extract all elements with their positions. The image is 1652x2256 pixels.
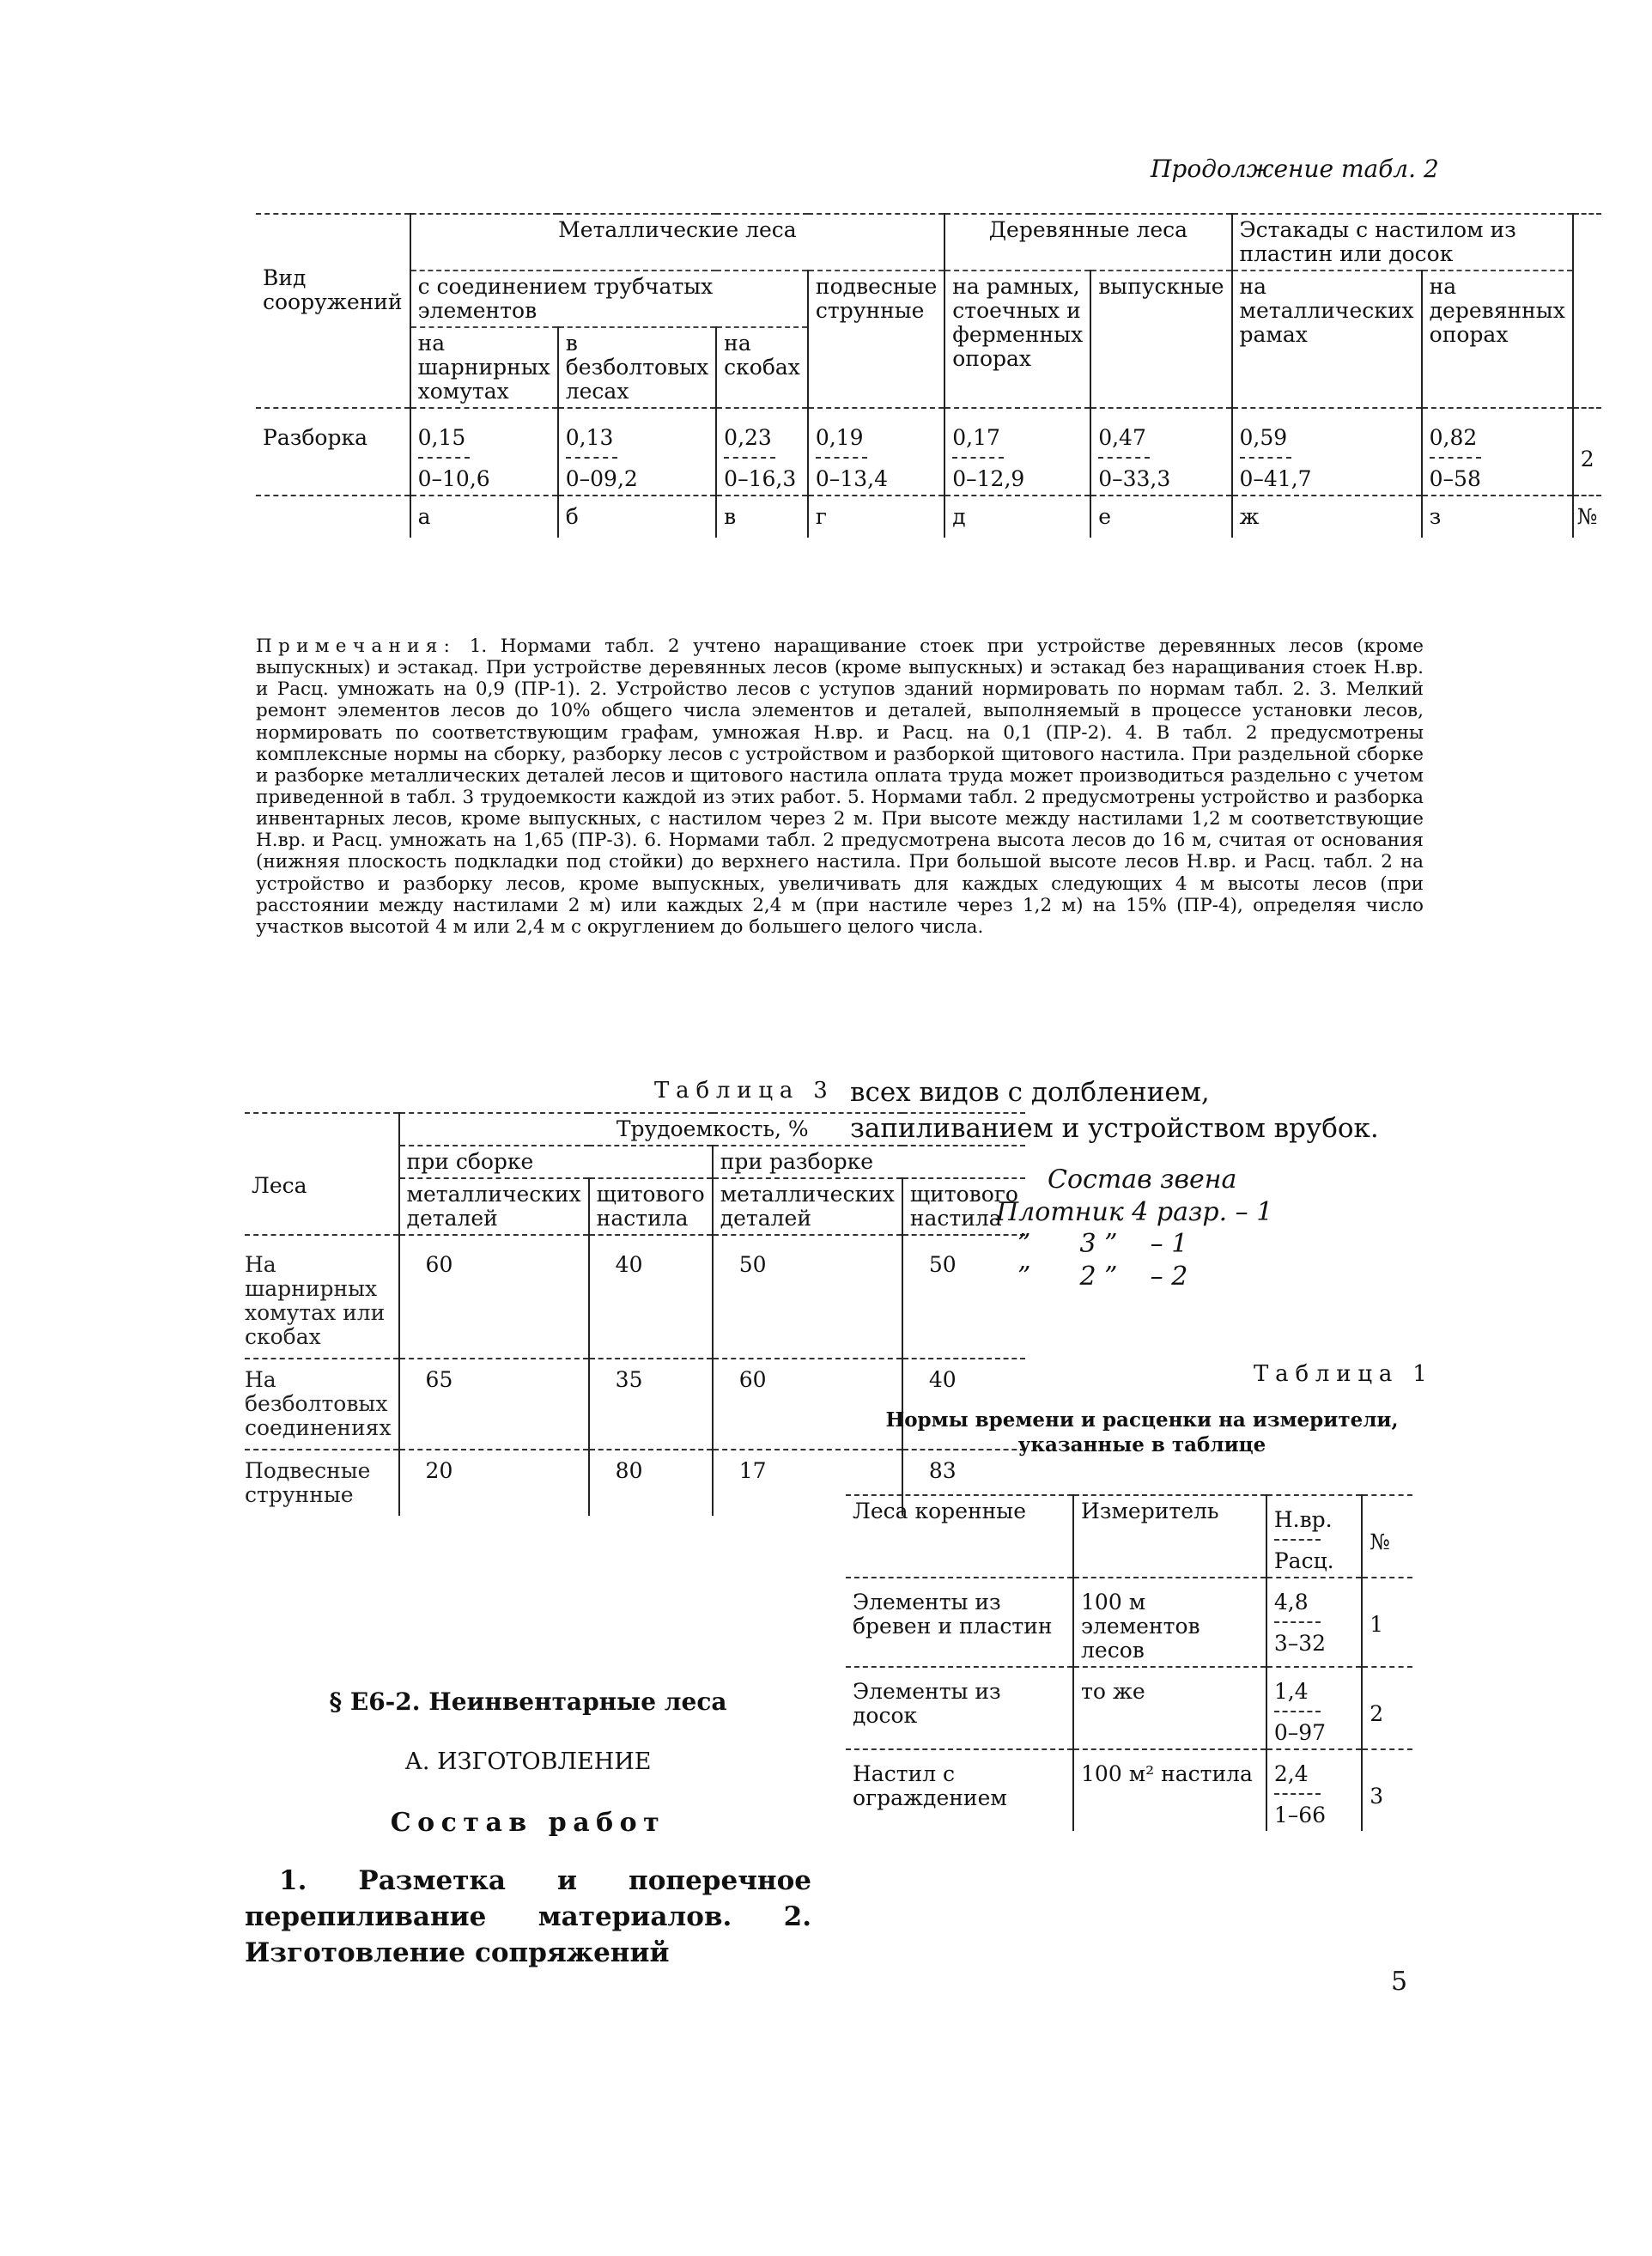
num-sign: №	[1573, 496, 1601, 538]
rate-z: 0–58	[1429, 466, 1481, 491]
right-column-text: всех видов с долблением, запиливанием и устройством врубок.	[850, 1077, 1379, 1144]
t3-cell: 20	[399, 1450, 589, 1516]
sub-metal-frames-header: на металлических рамах	[1232, 271, 1422, 408]
metal-parts-header-2: металлических деталей	[713, 1178, 902, 1235]
cell-a	[410, 408, 558, 496]
col-lesa-header: Леса коренные	[846, 1495, 1073, 1578]
t1-row-label: Настил с ограждением	[846, 1749, 1073, 1831]
section-title: § Е6-2. Неинвентарные леса	[329, 1687, 727, 1716]
t3-row-label: На безболтовых соединениях	[245, 1359, 399, 1450]
letter-e: е	[1090, 496, 1231, 538]
cell-e	[1090, 408, 1231, 496]
notes-block	[256, 635, 1424, 938]
t1-measure: то же	[1073, 1667, 1266, 1749]
t1-rate: 3–32	[1273, 1631, 1327, 1656]
t3-cell: 50	[713, 1235, 902, 1359]
sub-frame-header: на рамных, стоечных и ферменных опорах	[944, 271, 1090, 408]
sub-boltless-header: в безболтовых лесах	[558, 327, 716, 408]
deck-header-2: щитового настила	[902, 1178, 1025, 1235]
cell-g	[808, 408, 944, 496]
sub-hanging-header: подвесные струнные	[808, 271, 944, 408]
t1-rate: 0–97	[1273, 1720, 1327, 1745]
page-number: 5	[1391, 1967, 1408, 1997]
labor-group-header: Трудоемкость, %	[399, 1113, 1025, 1146]
work-heading: Состав работ	[390, 1808, 666, 1838]
t1-rate: 1–66	[1273, 1803, 1327, 1827]
table-1	[846, 1494, 1412, 1831]
letter-g: г	[808, 496, 944, 538]
sub-outlet-header: выпускные	[1090, 271, 1231, 408]
t3-cell: 80	[589, 1450, 713, 1516]
rate-b: 0–09,2	[565, 466, 638, 491]
t3-row-label: На шарнирных хомутах или скобах	[245, 1235, 399, 1359]
letter-zh: ж	[1232, 496, 1422, 538]
t3-cell: 65	[399, 1359, 589, 1450]
sub-hinge-header: на шарнирных хомутах	[410, 327, 558, 408]
letter-z: з	[1422, 496, 1573, 538]
hvr-e: 0,47	[1098, 425, 1146, 450]
subsection-title: А. ИЗГОТОВЛЕНИЕ	[404, 1748, 652, 1775]
col-lesa-header: Леса	[245, 1113, 399, 1235]
col-measure-header: Измеритель	[1073, 1495, 1266, 1578]
t3-cell: 40	[589, 1235, 713, 1359]
letter-a: а	[410, 496, 558, 538]
t1-row-label: Элементы из досок	[846, 1667, 1073, 1749]
rate-d: 0–12,9	[952, 466, 1025, 491]
hvr-d: 0,17	[952, 425, 1000, 450]
work-text: 1. Разметка и поперечное перепиливание материалов. 2. Изготовление сопряжений	[245, 1865, 811, 1968]
t3-cell: 40	[902, 1359, 1025, 1450]
rate-v: 0–16,3	[724, 466, 797, 491]
t3-cell: 35	[589, 1359, 713, 1450]
row-number: 2	[1573, 408, 1601, 496]
cell-d	[944, 408, 1090, 496]
staff-line: ” 2 ” – 2	[1017, 1261, 1188, 1292]
table1-title: Нормы времени и расценки на измерители, указанные в таблице	[885, 1408, 1399, 1456]
hvr-g: 0,19	[815, 425, 864, 450]
hvr-a: 0,15	[417, 425, 466, 450]
t1-measure: 100 м² настила	[1073, 1749, 1266, 1831]
metal-parts-header-1: металлических деталей	[399, 1178, 589, 1235]
staff-composition	[996, 1164, 1272, 1292]
rate-zh: 0–41,7	[1239, 466, 1312, 491]
t1-num: 3	[1362, 1749, 1412, 1831]
row-label-razborka: Разборка	[256, 408, 410, 496]
t1-measure: 100 м элементов лесов	[1073, 1578, 1266, 1667]
table1-caption: Таблица 1	[1254, 1361, 1434, 1387]
cell-v	[716, 408, 808, 496]
t1-num: 2	[1362, 1667, 1412, 1749]
t1-num: 1	[1362, 1578, 1412, 1667]
group-estakady-header: Эстакады с настилом из пластин или досок	[1232, 214, 1573, 271]
table-2	[256, 213, 1601, 538]
hvr-z: 0,82	[1429, 425, 1478, 450]
cell-z	[1422, 408, 1573, 496]
hvr-v: 0,23	[724, 425, 772, 450]
continuation-label: Продолжение табл. 2	[1151, 155, 1439, 183]
rate-e: 0–33,3	[1098, 466, 1171, 491]
sub-staples-header: на скобах	[716, 327, 808, 408]
staff-line: ” 3 ” – 1	[1017, 1229, 1188, 1259]
t1-hvr: 4,8	[1273, 1590, 1309, 1614]
cell-b	[558, 408, 716, 496]
group-wood-header: Деревянные леса	[944, 214, 1231, 271]
t3-cell: 17	[713, 1450, 902, 1516]
notes-heading: Примечания:	[256, 635, 457, 657]
hvr-zh: 0,59	[1239, 425, 1288, 450]
col-num-header: №	[1362, 1495, 1412, 1578]
t1-hvr: 1,4	[1273, 1679, 1309, 1704]
col-rate-header: Расц.	[1273, 1548, 1334, 1573]
letter-b: б	[558, 496, 716, 538]
col-vid-header: Вид сооружений	[256, 214, 410, 408]
rate-a: 0–10,6	[417, 466, 490, 491]
t3-cell: 83	[902, 1450, 1025, 1516]
table3-caption: Таблица 3	[654, 1078, 835, 1104]
sub-wood-supports-header: на деревянных опорах	[1422, 271, 1573, 408]
t1-hvr: 2,4	[1273, 1761, 1309, 1786]
cell-zh	[1232, 408, 1422, 496]
t3-row-label: Подвесные струнные	[245, 1450, 399, 1516]
disassembly-header: при разборке	[713, 1146, 1025, 1178]
hvr-b: 0,13	[565, 425, 614, 450]
t3-cell: 60	[399, 1235, 589, 1359]
letter-v: в	[716, 496, 808, 538]
assembly-header: при сборке	[399, 1146, 713, 1178]
t3-cell: 60	[713, 1359, 902, 1450]
rate-g: 0–13,4	[815, 466, 888, 491]
t3-cell: 50	[902, 1235, 1025, 1359]
notes-body: 1. Нормами табл. 2 учтено наращивание стоек при устройстве деревянных лесов (кроме выпускных) и эстакад. При устройстве деревянных лесов (кроме выпускных) и эстакад без наращивания стоек Н.вр. и Расц. умножать на 0,9 (ПР-1). 2. Устройство лесов с уступов зданий нормировать по нормам табл. 2. 3. Мелкий ремонт элементов лесов до 10% общего числа элементов и деталей, выполняемый в процессе установки лесов, нормировать по соответствующим графам, умножая Н.вр. и Расц. на 0,1 (ПР-2). 4. В табл. 2 предусмотрены комплексные нормы на сборку, разборку лесов с устройством и разборкой щитового настила. При раздельной сборке и разборке металлических деталей лесов и щитового настила оплата труда может производиться раздельно с учетом приведенной в табл. 3 трудоемкости каждой из этих работ. 5. Нормами табл. 2 предусмотрены устройство и разборка инвентарных лесов, кроме выпускных, с настилом через 2 м. При высоте между настилами 1,2 м соответствующие Н.вр. и Расц. умножать на 1,65 (ПР-3). 6. Нормами табл. 2 предусмотрена высота лесов до 16 м, считая от основания (нижняя плоскость подкладки под стойки) до верхнего настила. При большой высоте лесов Н.вр. и Расц. табл. 2 на устройство и разборку лесов, кроме выпускных, увеличивать для каждых следующих 4 м высоты лесов (при расстоянии между настилами 2 м) или каждых 2,4 м (при настиле через 1,2 м) на 15% (ПР-4), определяя число участков высотой 4 м или 2,4 м с округлением до большего целого числа.	[256, 635, 1424, 938]
letter-d: д	[944, 496, 1090, 538]
sub-tubular-header: с соединением трубчатых элементов	[410, 271, 808, 327]
t1-row-label: Элементы из бревен и пластин	[846, 1578, 1073, 1667]
col-hvr-header: Н.вр.	[1273, 1507, 1333, 1532]
deck-header-1: щитового настила	[589, 1178, 713, 1235]
staff-title: Состав звена	[1048, 1164, 1237, 1195]
staff-line: Плотник 4 разр. – 1	[996, 1196, 1273, 1227]
group-metal-header: Металлические леса	[410, 214, 945, 271]
